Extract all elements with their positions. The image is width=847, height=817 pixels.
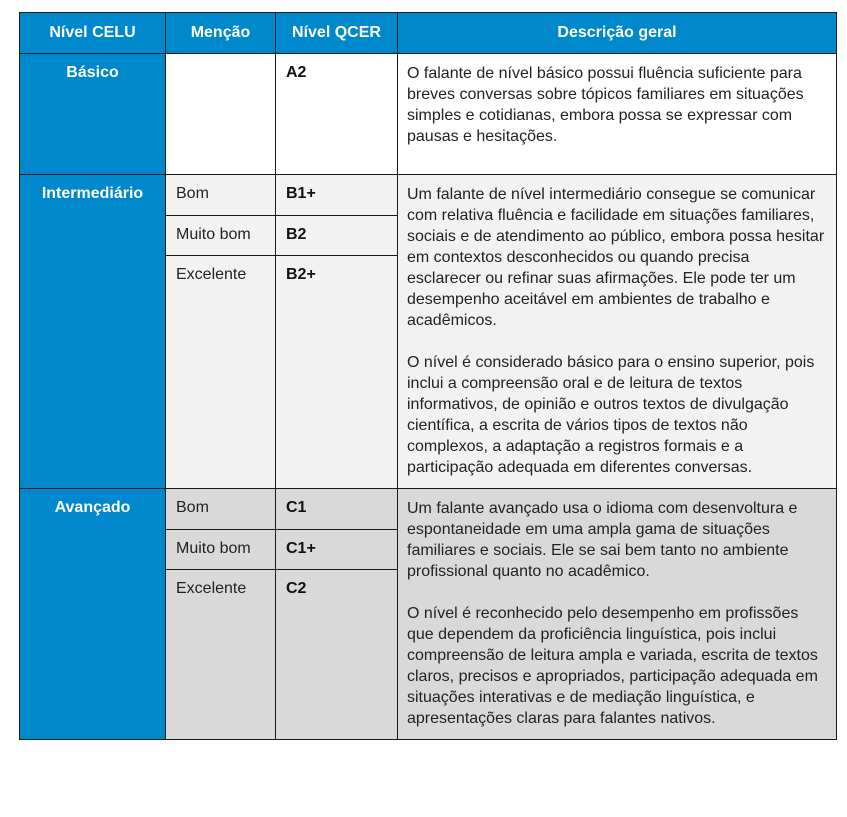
mention-cell: Excelente (166, 255, 275, 295)
header-nivel-qcer: Nível QCER (276, 13, 398, 54)
qcer-column (276, 175, 398, 489)
mention-cell: Muito bom (166, 215, 275, 255)
table-row-intermediario (20, 175, 837, 489)
description-paragraph: O nível é reconhecido pelo desempenho em profissões que dependem da proficiência linguística, pois inclui compreensão de leitura ampla e variada, escrita de textos claros, precisos e apropriados, participação adequada em situações interativas e de mediação linguística, e apresentações claras para falantes nativos. (407, 605, 818, 727)
mention-cell: Bom (176, 185, 209, 202)
qcer-cell: C1 (286, 499, 307, 516)
qcer-cell: C2 (276, 569, 397, 609)
header-mencao: Menção (166, 13, 276, 54)
description-cell (398, 489, 837, 740)
header-row (20, 13, 837, 54)
description-paragraph: Um falante avançado usa o idioma com desenvoltura e espontaneidade em uma ampla gama de situações familiares e sociais. Ele se sai bem tanto no ambiente profissional quanto no acadêmico. (407, 500, 798, 580)
level-cell: Básico (20, 54, 166, 175)
qcer-cell: B2 (276, 215, 397, 255)
header-nivel-celu: Nível CELU (20, 13, 166, 54)
qcer-cell: A2 (276, 54, 398, 175)
level-cell: Avançado (20, 489, 166, 740)
celu-levels-table (19, 12, 837, 740)
mention-column (166, 175, 276, 489)
mention-cell: Excelente (166, 569, 275, 609)
description-cell (398, 175, 837, 489)
table-row-avancado (20, 489, 837, 740)
qcer-cell: C1+ (276, 529, 397, 569)
mention-cell (166, 54, 276, 175)
level-cell: Intermediário (20, 175, 166, 489)
mention-column (166, 489, 276, 740)
description-paragraph: Um falante de nível intermediário consegue se comunicar com relativa fluência e facilidade em situações familiares, sociais e de atendimento ao público, embora possa hesitar em contextos desconhecidos ou quando precisa esclarecer ou refinar suas afirmações. Ele pode ter um desempenho aceitável em ambientes de trabalho e acadêmicos. (407, 186, 825, 329)
qcer-column (276, 489, 398, 740)
table-row-basico (20, 54, 837, 175)
mention-cell: Muito bom (166, 529, 275, 569)
header-descricao-geral: Descrição geral (398, 13, 837, 54)
description-paragraph: O nível é considerado básico para o ensino superior, pois inclui a compreensão oral e de leitura de textos informativos, de opinião e outros textos de divulgação científica, a escrita de vários tipos de textos não complexos, a adaptação a registros formais e a participação adequada em diferentes conversas. (407, 354, 815, 476)
description-paragraph: O falante de nível básico possui fluência suficiente para breves conversas sobre tópicos familiares em situações simples e cotidianas, embora possa se expressar com pausas e hesitações. (407, 65, 804, 145)
qcer-cell: B2+ (276, 255, 397, 295)
mention-cell: Bom (176, 499, 209, 516)
qcer-cell: B1+ (286, 185, 316, 202)
description-cell (398, 54, 837, 175)
